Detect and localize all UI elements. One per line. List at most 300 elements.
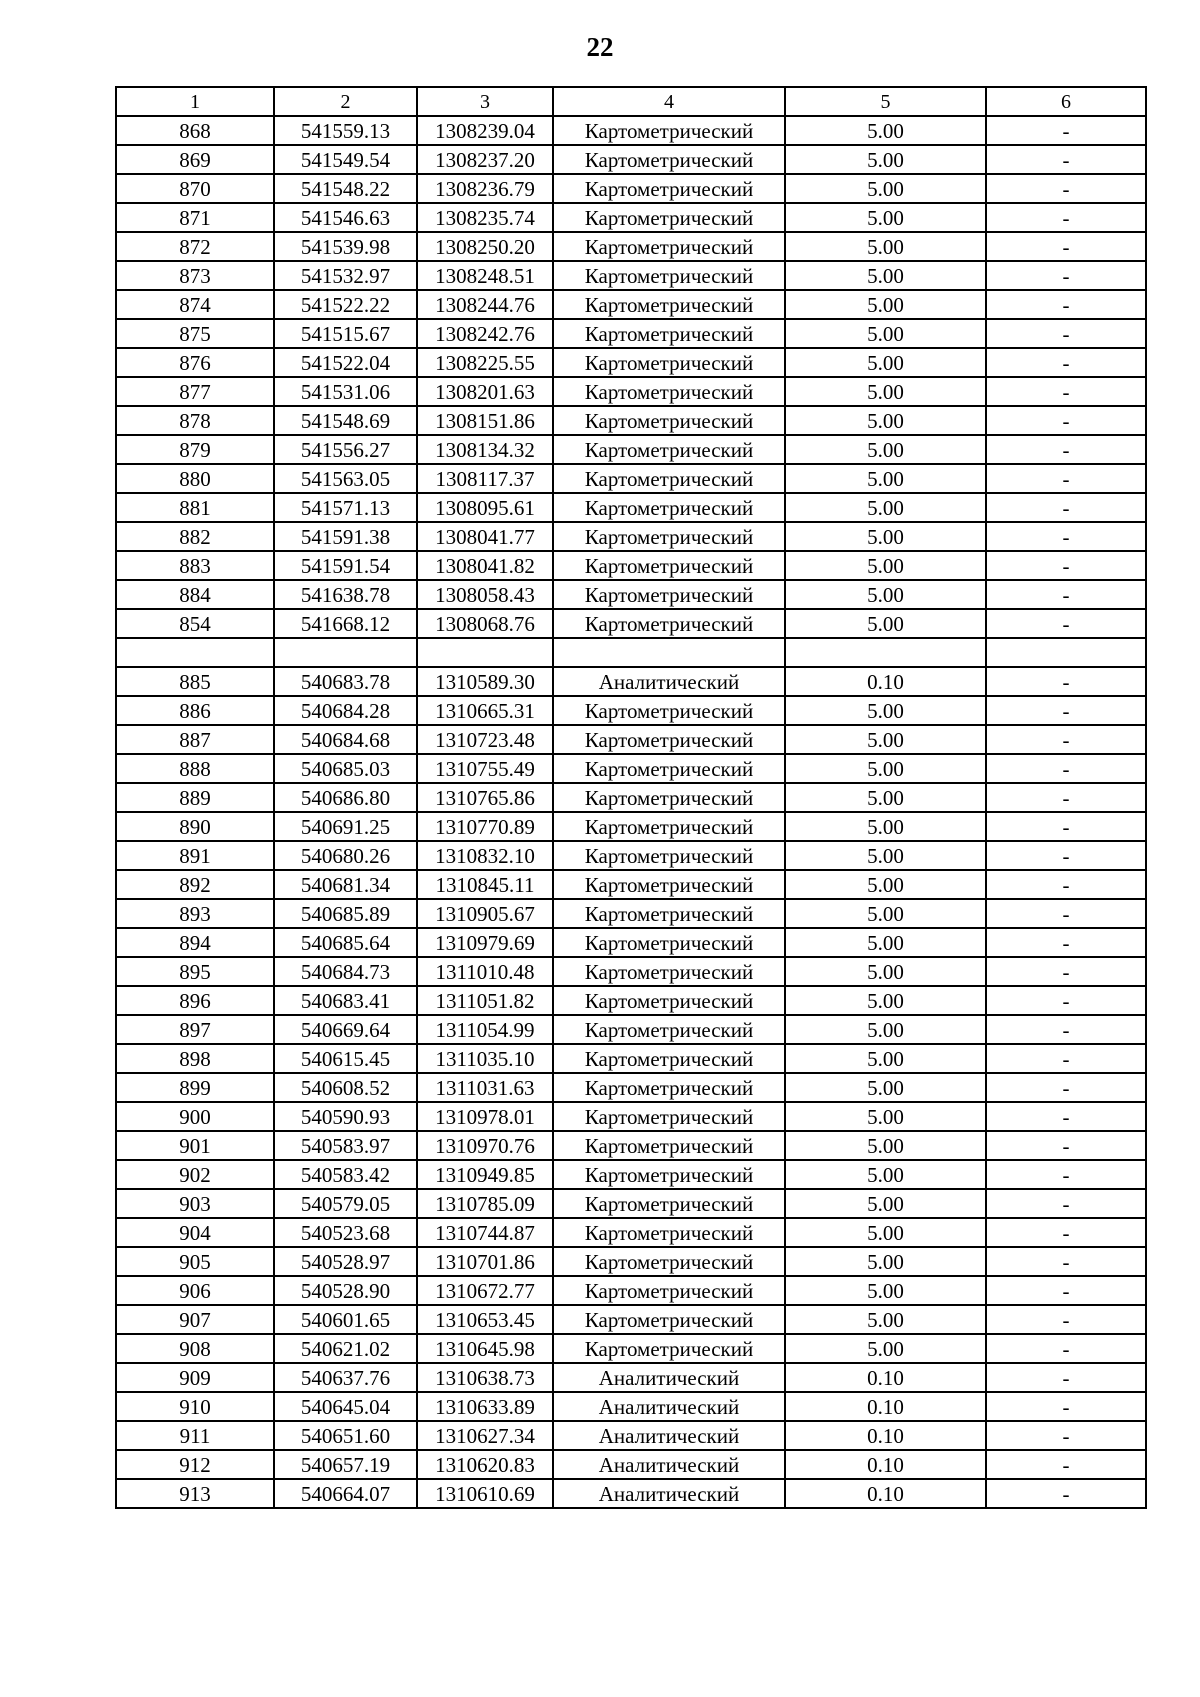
x-coordinate-cell: 540637.76	[274, 1363, 417, 1392]
table-row	[116, 261, 1146, 290]
y-coordinate-cell: 1310638.73	[417, 1363, 553, 1392]
point-number-cell: 895	[116, 957, 274, 986]
point-number-cell: 889	[116, 783, 274, 812]
y-coordinate-cell: 1308239.04	[417, 116, 553, 145]
accuracy-cell: 5.00	[785, 1305, 986, 1334]
accuracy-cell: 5.00	[785, 783, 986, 812]
accuracy-cell: 5.00	[785, 1247, 986, 1276]
point-number-cell: 886	[116, 696, 274, 725]
table-row	[116, 667, 1146, 696]
coordinates-table	[115, 86, 1147, 1509]
x-coordinate-cell: 540645.04	[274, 1392, 417, 1421]
x-coordinate-cell: 541522.04	[274, 348, 417, 377]
table-row	[116, 812, 1146, 841]
accuracy-cell: 0.10	[785, 1421, 986, 1450]
method-cell: Картометрический	[553, 464, 785, 493]
point-number-cell: 903	[116, 1189, 274, 1218]
point-number-cell: 854	[116, 609, 274, 638]
x-coordinate-cell: 540691.25	[274, 812, 417, 841]
y-coordinate-cell: 1310765.86	[417, 783, 553, 812]
y-coordinate-cell: 1310970.76	[417, 1131, 553, 1160]
note-cell: -	[986, 870, 1146, 899]
y-coordinate-cell: 1311035.10	[417, 1044, 553, 1073]
x-coordinate-cell: 540669.64	[274, 1015, 417, 1044]
x-coordinate-cell: 540685.03	[274, 754, 417, 783]
method-cell: Картометрический	[553, 551, 785, 580]
y-coordinate-cell: 1310620.83	[417, 1450, 553, 1479]
note-cell: -	[986, 754, 1146, 783]
point-number-cell: 898	[116, 1044, 274, 1073]
note-cell: -	[986, 1392, 1146, 1421]
x-coordinate-cell: 540583.97	[274, 1131, 417, 1160]
method-cell: Картометрический	[553, 145, 785, 174]
method-cell: Картометрический	[553, 899, 785, 928]
point-number-cell: 881	[116, 493, 274, 522]
x-coordinate-cell: 541548.69	[274, 406, 417, 435]
column-header-1: 1	[116, 87, 274, 116]
method-cell: Картометрический	[553, 1160, 785, 1189]
method-cell: Картометрический	[553, 725, 785, 754]
note-cell: -	[986, 319, 1146, 348]
x-coordinate-cell: 541539.98	[274, 232, 417, 261]
note-cell: -	[986, 1363, 1146, 1392]
accuracy-cell: 5.00	[785, 580, 986, 609]
table-row	[116, 957, 1146, 986]
y-coordinate-cell: 1310845.11	[417, 870, 553, 899]
method-cell: Аналитический	[553, 1363, 785, 1392]
table-row	[116, 232, 1146, 261]
accuracy-cell: 5.00	[785, 1073, 986, 1102]
point-number-cell: 871	[116, 203, 274, 232]
table-row	[116, 406, 1146, 435]
note-cell: -	[986, 1334, 1146, 1363]
y-coordinate-cell: 1308225.55	[417, 348, 553, 377]
table-row	[116, 116, 1146, 145]
method-cell: Картометрический	[553, 1247, 785, 1276]
accuracy-cell: 5.00	[785, 1189, 986, 1218]
point-number-cell: 869	[116, 145, 274, 174]
accuracy-cell: 5.00	[785, 696, 986, 725]
y-coordinate-cell: 1310832.10	[417, 841, 553, 870]
y-coordinate-cell: 1308068.76	[417, 609, 553, 638]
note-cell: -	[986, 957, 1146, 986]
x-coordinate-cell: 541668.12	[274, 609, 417, 638]
x-coordinate-cell: 540523.68	[274, 1218, 417, 1247]
x-coordinate-cell: 540684.28	[274, 696, 417, 725]
table-header	[116, 87, 1146, 116]
note-cell: -	[986, 783, 1146, 812]
accuracy-cell: 5.00	[785, 841, 986, 870]
method-cell	[553, 638, 785, 667]
table-row	[116, 725, 1146, 754]
x-coordinate-cell: 541548.22	[274, 174, 417, 203]
table-row	[116, 377, 1146, 406]
point-number-cell: 896	[116, 986, 274, 1015]
method-cell: Аналитический	[553, 667, 785, 696]
accuracy-cell: 5.00	[785, 261, 986, 290]
point-number-cell: 909	[116, 1363, 274, 1392]
point-number-cell: 897	[116, 1015, 274, 1044]
y-coordinate-cell: 1308244.76	[417, 290, 553, 319]
point-number-cell: 879	[116, 435, 274, 464]
x-coordinate-cell: 540684.73	[274, 957, 417, 986]
table-row	[116, 1276, 1146, 1305]
accuracy-cell: 0.10	[785, 1363, 986, 1392]
y-coordinate-cell: 1308095.61	[417, 493, 553, 522]
table-row	[116, 841, 1146, 870]
method-cell: Картометрический	[553, 348, 785, 377]
y-coordinate-cell: 1308237.20	[417, 145, 553, 174]
point-number-cell: 868	[116, 116, 274, 145]
y-coordinate-cell: 1310785.09	[417, 1189, 553, 1218]
method-cell: Картометрический	[553, 1131, 785, 1160]
page-number: 22	[586, 32, 614, 62]
note-cell: -	[986, 551, 1146, 580]
note-cell: -	[986, 145, 1146, 174]
point-number-cell: 891	[116, 841, 274, 870]
note-cell: -	[986, 1044, 1146, 1073]
accuracy-cell: 5.00	[785, 522, 986, 551]
point-number-cell: 877	[116, 377, 274, 406]
note-cell: -	[986, 290, 1146, 319]
table-row	[116, 464, 1146, 493]
table-row	[116, 899, 1146, 928]
note-cell: -	[986, 116, 1146, 145]
x-coordinate-cell: 540664.07	[274, 1479, 417, 1508]
note-cell: -	[986, 1073, 1146, 1102]
method-cell: Картометрический	[553, 580, 785, 609]
note-cell: -	[986, 232, 1146, 261]
x-coordinate-cell: 540590.93	[274, 1102, 417, 1131]
point-number-cell: 913	[116, 1479, 274, 1508]
point-number-cell: 904	[116, 1218, 274, 1247]
table-row	[116, 1247, 1146, 1276]
point-number-cell: 876	[116, 348, 274, 377]
table-row	[116, 435, 1146, 464]
accuracy-cell: 5.00	[785, 1044, 986, 1073]
note-cell: -	[986, 1218, 1146, 1247]
table-row	[116, 319, 1146, 348]
point-number-cell: 910	[116, 1392, 274, 1421]
accuracy-cell	[785, 638, 986, 667]
note-cell: -	[986, 377, 1146, 406]
accuracy-cell: 5.00	[785, 1334, 986, 1363]
method-cell: Картометрический	[553, 1044, 785, 1073]
y-coordinate-cell: 1310978.01	[417, 1102, 553, 1131]
note-cell: -	[986, 493, 1146, 522]
accuracy-cell: 5.00	[785, 1131, 986, 1160]
method-cell: Картометрический	[553, 957, 785, 986]
method-cell: Картометрический	[553, 754, 785, 783]
note-cell: -	[986, 1421, 1146, 1450]
method-cell: Картометрический	[553, 696, 785, 725]
y-coordinate-cell: 1311031.63	[417, 1073, 553, 1102]
y-coordinate-cell: 1308041.82	[417, 551, 553, 580]
accuracy-cell: 5.00	[785, 1276, 986, 1305]
accuracy-cell: 5.00	[785, 435, 986, 464]
point-number-cell: 883	[116, 551, 274, 580]
y-coordinate-cell: 1311054.99	[417, 1015, 553, 1044]
y-coordinate-cell: 1310589.30	[417, 667, 553, 696]
point-number-cell: 880	[116, 464, 274, 493]
y-coordinate-cell: 1310665.31	[417, 696, 553, 725]
note-cell: -	[986, 261, 1146, 290]
accuracy-cell: 5.00	[785, 899, 986, 928]
accuracy-cell: 5.00	[785, 754, 986, 783]
y-coordinate-cell: 1308117.37	[417, 464, 553, 493]
note-cell: -	[986, 928, 1146, 957]
table-row	[116, 1160, 1146, 1189]
y-coordinate-cell: 1310610.69	[417, 1479, 553, 1508]
note-cell: -	[986, 1247, 1146, 1276]
y-coordinate-cell: 1310645.98	[417, 1334, 553, 1363]
point-number-cell: 900	[116, 1102, 274, 1131]
accuracy-cell: 5.00	[785, 1102, 986, 1131]
point-number-cell: 878	[116, 406, 274, 435]
method-cell: Картометрический	[553, 174, 785, 203]
method-cell: Картометрический	[553, 319, 785, 348]
column-header-4: 4	[553, 87, 785, 116]
table-row	[116, 1073, 1146, 1102]
table-row	[116, 348, 1146, 377]
x-coordinate-cell: 540601.65	[274, 1305, 417, 1334]
y-coordinate-cell: 1310905.67	[417, 899, 553, 928]
x-coordinate-cell: 541559.13	[274, 116, 417, 145]
accuracy-cell: 5.00	[785, 145, 986, 174]
table-row	[116, 145, 1146, 174]
x-coordinate-cell: 540657.19	[274, 1450, 417, 1479]
method-cell: Картометрический	[553, 1015, 785, 1044]
table-row	[116, 1479, 1146, 1508]
point-number-cell: 887	[116, 725, 274, 754]
accuracy-cell: 5.00	[785, 551, 986, 580]
accuracy-cell: 5.00	[785, 348, 986, 377]
note-cell: -	[986, 348, 1146, 377]
x-coordinate-cell: 541556.27	[274, 435, 417, 464]
point-number-cell	[116, 638, 274, 667]
point-number-cell: 907	[116, 1305, 274, 1334]
y-coordinate-cell: 1310949.85	[417, 1160, 553, 1189]
accuracy-cell: 5.00	[785, 928, 986, 957]
x-coordinate-cell: 541531.06	[274, 377, 417, 406]
note-cell: -	[986, 696, 1146, 725]
note-cell: -	[986, 1131, 1146, 1160]
table-row	[116, 1305, 1146, 1334]
accuracy-cell: 5.00	[785, 232, 986, 261]
x-coordinate-cell: 541563.05	[274, 464, 417, 493]
table-row	[116, 203, 1146, 232]
y-coordinate-cell: 1311051.82	[417, 986, 553, 1015]
point-number-cell: 902	[116, 1160, 274, 1189]
method-cell: Картометрический	[553, 783, 785, 812]
note-cell: -	[986, 522, 1146, 551]
method-cell: Картометрический	[553, 261, 785, 290]
method-cell: Картометрический	[553, 1073, 785, 1102]
x-coordinate-cell: 540683.41	[274, 986, 417, 1015]
y-coordinate-cell: 1308236.79	[417, 174, 553, 203]
x-coordinate-cell: 540686.80	[274, 783, 417, 812]
point-number-cell: 872	[116, 232, 274, 261]
accuracy-cell: 5.00	[785, 1015, 986, 1044]
x-coordinate-cell: 540651.60	[274, 1421, 417, 1450]
note-cell: -	[986, 1479, 1146, 1508]
table-row	[116, 754, 1146, 783]
accuracy-cell: 5.00	[785, 377, 986, 406]
accuracy-cell: 5.00	[785, 870, 986, 899]
x-coordinate-cell: 540583.42	[274, 1160, 417, 1189]
accuracy-cell: 0.10	[785, 1392, 986, 1421]
accuracy-cell: 5.00	[785, 1160, 986, 1189]
note-cell: -	[986, 203, 1146, 232]
point-number-cell: 905	[116, 1247, 274, 1276]
y-coordinate-cell: 1310633.89	[417, 1392, 553, 1421]
table-row	[116, 1044, 1146, 1073]
note-cell: -	[986, 1015, 1146, 1044]
point-number-cell: 870	[116, 174, 274, 203]
point-number-cell: 911	[116, 1421, 274, 1450]
note-cell: -	[986, 174, 1146, 203]
y-coordinate-cell: 1310653.45	[417, 1305, 553, 1334]
note-cell: -	[986, 812, 1146, 841]
table-row	[116, 783, 1146, 812]
y-coordinate-cell: 1308041.77	[417, 522, 553, 551]
method-cell: Аналитический	[553, 1450, 785, 1479]
accuracy-cell: 5.00	[785, 464, 986, 493]
y-coordinate-cell: 1310672.77	[417, 1276, 553, 1305]
x-coordinate-cell: 540579.05	[274, 1189, 417, 1218]
y-coordinate-cell: 1308248.51	[417, 261, 553, 290]
table-row	[116, 696, 1146, 725]
table-row	[116, 1102, 1146, 1131]
y-coordinate-cell: 1308201.63	[417, 377, 553, 406]
x-coordinate-cell: 541515.67	[274, 319, 417, 348]
table-row	[116, 1334, 1146, 1363]
table-body	[116, 116, 1146, 1508]
x-coordinate-cell: 540608.52	[274, 1073, 417, 1102]
x-coordinate-cell: 540681.34	[274, 870, 417, 899]
accuracy-cell: 5.00	[785, 986, 986, 1015]
x-coordinate-cell: 540685.89	[274, 899, 417, 928]
y-coordinate-cell: 1310723.48	[417, 725, 553, 754]
point-number-cell: 899	[116, 1073, 274, 1102]
method-cell: Картометрический	[553, 812, 785, 841]
method-cell: Картометрический	[553, 1218, 785, 1247]
table-row	[116, 870, 1146, 899]
note-cell: -	[986, 1102, 1146, 1131]
accuracy-cell: 5.00	[785, 609, 986, 638]
header-row	[116, 87, 1146, 116]
method-cell: Картометрический	[553, 609, 785, 638]
point-number-cell: 890	[116, 812, 274, 841]
x-coordinate-cell: 540680.26	[274, 841, 417, 870]
accuracy-cell: 5.00	[785, 290, 986, 319]
method-cell: Картометрический	[553, 522, 785, 551]
note-cell: -	[986, 1305, 1146, 1334]
table-row	[116, 551, 1146, 580]
y-coordinate-cell: 1310744.87	[417, 1218, 553, 1247]
table-row	[116, 1189, 1146, 1218]
x-coordinate-cell: 540528.90	[274, 1276, 417, 1305]
method-cell: Картометрический	[553, 1102, 785, 1131]
note-cell: -	[986, 667, 1146, 696]
x-coordinate-cell: 540685.64	[274, 928, 417, 957]
method-cell: Картометрический	[553, 841, 785, 870]
table-row	[116, 1131, 1146, 1160]
y-coordinate-cell: 1310627.34	[417, 1421, 553, 1450]
accuracy-cell: 5.00	[785, 1218, 986, 1247]
note-cell	[986, 638, 1146, 667]
accuracy-cell: 5.00	[785, 406, 986, 435]
point-number-cell: 885	[116, 667, 274, 696]
method-cell: Аналитический	[553, 1479, 785, 1508]
note-cell: -	[986, 580, 1146, 609]
note-cell: -	[986, 435, 1146, 464]
y-coordinate-cell: 1310979.69	[417, 928, 553, 957]
y-coordinate-cell: 1308250.20	[417, 232, 553, 261]
method-cell: Картометрический	[553, 928, 785, 957]
x-coordinate-cell: 541546.63	[274, 203, 417, 232]
x-coordinate-cell: 541638.78	[274, 580, 417, 609]
column-header-3: 3	[417, 87, 553, 116]
x-coordinate-cell: 541571.13	[274, 493, 417, 522]
table-row	[116, 522, 1146, 551]
accuracy-cell: 5.00	[785, 493, 986, 522]
y-coordinate-cell: 1311010.48	[417, 957, 553, 986]
x-coordinate-cell: 541549.54	[274, 145, 417, 174]
accuracy-cell: 5.00	[785, 116, 986, 145]
point-number-cell: 901	[116, 1131, 274, 1160]
point-number-cell: 875	[116, 319, 274, 348]
point-number-cell: 884	[116, 580, 274, 609]
note-cell: -	[986, 986, 1146, 1015]
point-number-cell: 893	[116, 899, 274, 928]
method-cell: Аналитический	[553, 1421, 785, 1450]
table-row	[116, 290, 1146, 319]
method-cell: Картометрический	[553, 1305, 785, 1334]
x-coordinate-cell: 540683.78	[274, 667, 417, 696]
note-cell: -	[986, 841, 1146, 870]
point-number-cell: 888	[116, 754, 274, 783]
note-cell: -	[986, 725, 1146, 754]
method-cell: Картометрический	[553, 870, 785, 899]
note-cell: -	[986, 406, 1146, 435]
x-coordinate-cell: 540621.02	[274, 1334, 417, 1363]
point-number-cell: 882	[116, 522, 274, 551]
table-row	[116, 1015, 1146, 1044]
method-cell: Картометрический	[553, 1334, 785, 1363]
method-cell: Картометрический	[553, 493, 785, 522]
method-cell: Картометрический	[553, 1189, 785, 1218]
y-coordinate-cell: 1308058.43	[417, 580, 553, 609]
method-cell: Картометрический	[553, 203, 785, 232]
point-number-cell: 874	[116, 290, 274, 319]
column-header-5: 5	[785, 87, 986, 116]
point-number-cell: 912	[116, 1450, 274, 1479]
note-cell: -	[986, 1160, 1146, 1189]
y-coordinate-cell: 1308134.32	[417, 435, 553, 464]
table-row	[116, 1363, 1146, 1392]
method-cell: Картометрический	[553, 377, 785, 406]
accuracy-cell: 5.00	[785, 812, 986, 841]
note-cell: -	[986, 899, 1146, 928]
note-cell: -	[986, 464, 1146, 493]
x-coordinate-cell: 540528.97	[274, 1247, 417, 1276]
x-coordinate-cell: 541522.22	[274, 290, 417, 319]
y-coordinate-cell: 1310770.89	[417, 812, 553, 841]
method-cell: Аналитический	[553, 1392, 785, 1421]
accuracy-cell: 5.00	[785, 725, 986, 754]
accuracy-cell: 0.10	[785, 1479, 986, 1508]
